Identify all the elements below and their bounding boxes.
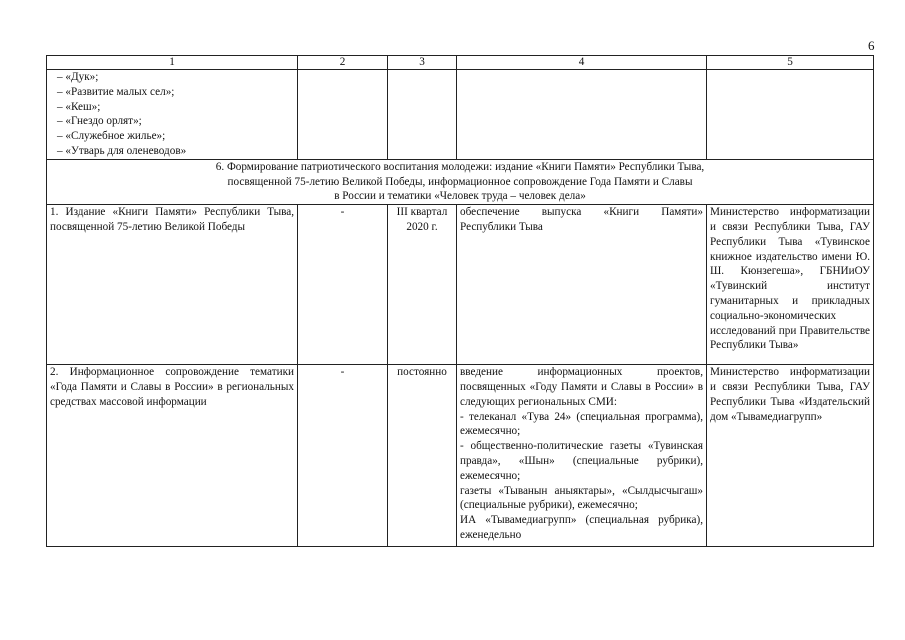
continuation-list bbox=[47, 70, 298, 160]
column-header-4: 4 bbox=[457, 56, 707, 70]
deadline-cell: III квартал 2020 г. bbox=[388, 205, 457, 365]
activity-name: 1. Издание «Книги Памяти» Республики Тыва, посвященной 75-летию Великой Победы bbox=[47, 205, 298, 365]
section-row bbox=[47, 159, 874, 204]
column-header-2: 2 bbox=[298, 56, 388, 70]
deadline-cell: постоянно bbox=[388, 365, 457, 547]
section-title bbox=[47, 159, 874, 204]
result-line: введение информационных проектов, посвященных «Году Памяти и Славы в России» в следующих региональных СМИ: bbox=[460, 366, 703, 408]
list-item: – «Утварь для оленеводов» bbox=[57, 144, 187, 157]
responsible-executors: Министерство информатизации и связи Республики Тыва, ГАУ Республики Тыва «Тувинское книжное издательство имени Ю. Ш. Кюнзегеша», ГБНИиОУ «Тувинский институт гуманитарных и прикладных социально-экономических исследований при Правительстве Республики Тыва» bbox=[707, 205, 874, 365]
funding-cell: - bbox=[298, 365, 388, 547]
list-item: – «Дук»; bbox=[57, 71, 99, 83]
empty-cell bbox=[707, 70, 874, 160]
result-line: газеты «Тыванын аныяктары», «Сылдысчыгаш» (специальные рубрики), ежемесячно; bbox=[460, 484, 703, 512]
funding-cell: - bbox=[298, 205, 388, 365]
section-title-line: 6. Формирование патриотического воспитания молодежи: издание «Книги Памяти» Республики Тыва, bbox=[215, 160, 705, 173]
column-header-1: 1 bbox=[47, 56, 298, 70]
empty-cell bbox=[388, 70, 457, 160]
table-row bbox=[47, 205, 874, 365]
responsible-executors: Министерство информатизации и связи Республики Тыва, ГАУ Республики Тыва «Издательский дом «Тывамедиагрупп» bbox=[707, 365, 874, 547]
header-row bbox=[47, 56, 874, 70]
result-line: - общественно-политические газеты «Тувинская правда», «Шын» (специальные рубрики), ежемесячно; bbox=[460, 440, 703, 482]
section-title-line: в России и тематики «Человек труда – человек дела» bbox=[334, 190, 586, 203]
expected-result bbox=[457, 365, 707, 547]
column-header-5: 5 bbox=[707, 56, 874, 70]
activity-name: 2. Информационное сопровождение тематики «Года Памяти и Славы в России» в региональных средствах массовой информации bbox=[47, 365, 298, 547]
result-line: - телеканал «Тува 24» (специальная программа), ежемесячно; bbox=[460, 410, 703, 438]
empty-cell bbox=[298, 70, 388, 160]
activity-table bbox=[46, 55, 874, 547]
empty-cell bbox=[457, 70, 707, 160]
page-number: 6 bbox=[868, 38, 875, 53]
list-item: – «Гнездо орлят»; bbox=[57, 115, 142, 128]
expected-result: обеспечение выпуска «Книги Памяти» Республики Тыва bbox=[457, 205, 707, 365]
continuation-row bbox=[47, 70, 874, 160]
result-line: ИА «Тывамедиагрупп» (специальная рубрика), еженедельно bbox=[460, 514, 703, 541]
section-title-line: посвященной 75-летию Великой Победы, информационное сопровождение Года Памяти и Славы bbox=[227, 175, 693, 188]
table-row bbox=[47, 365, 874, 547]
column-header-3: 3 bbox=[388, 56, 457, 70]
list-item: – «Служебное жилье»; bbox=[57, 130, 166, 143]
list-item: – «Кеш»; bbox=[57, 100, 101, 113]
list-item: – «Развитие малых сел»; bbox=[57, 85, 175, 98]
